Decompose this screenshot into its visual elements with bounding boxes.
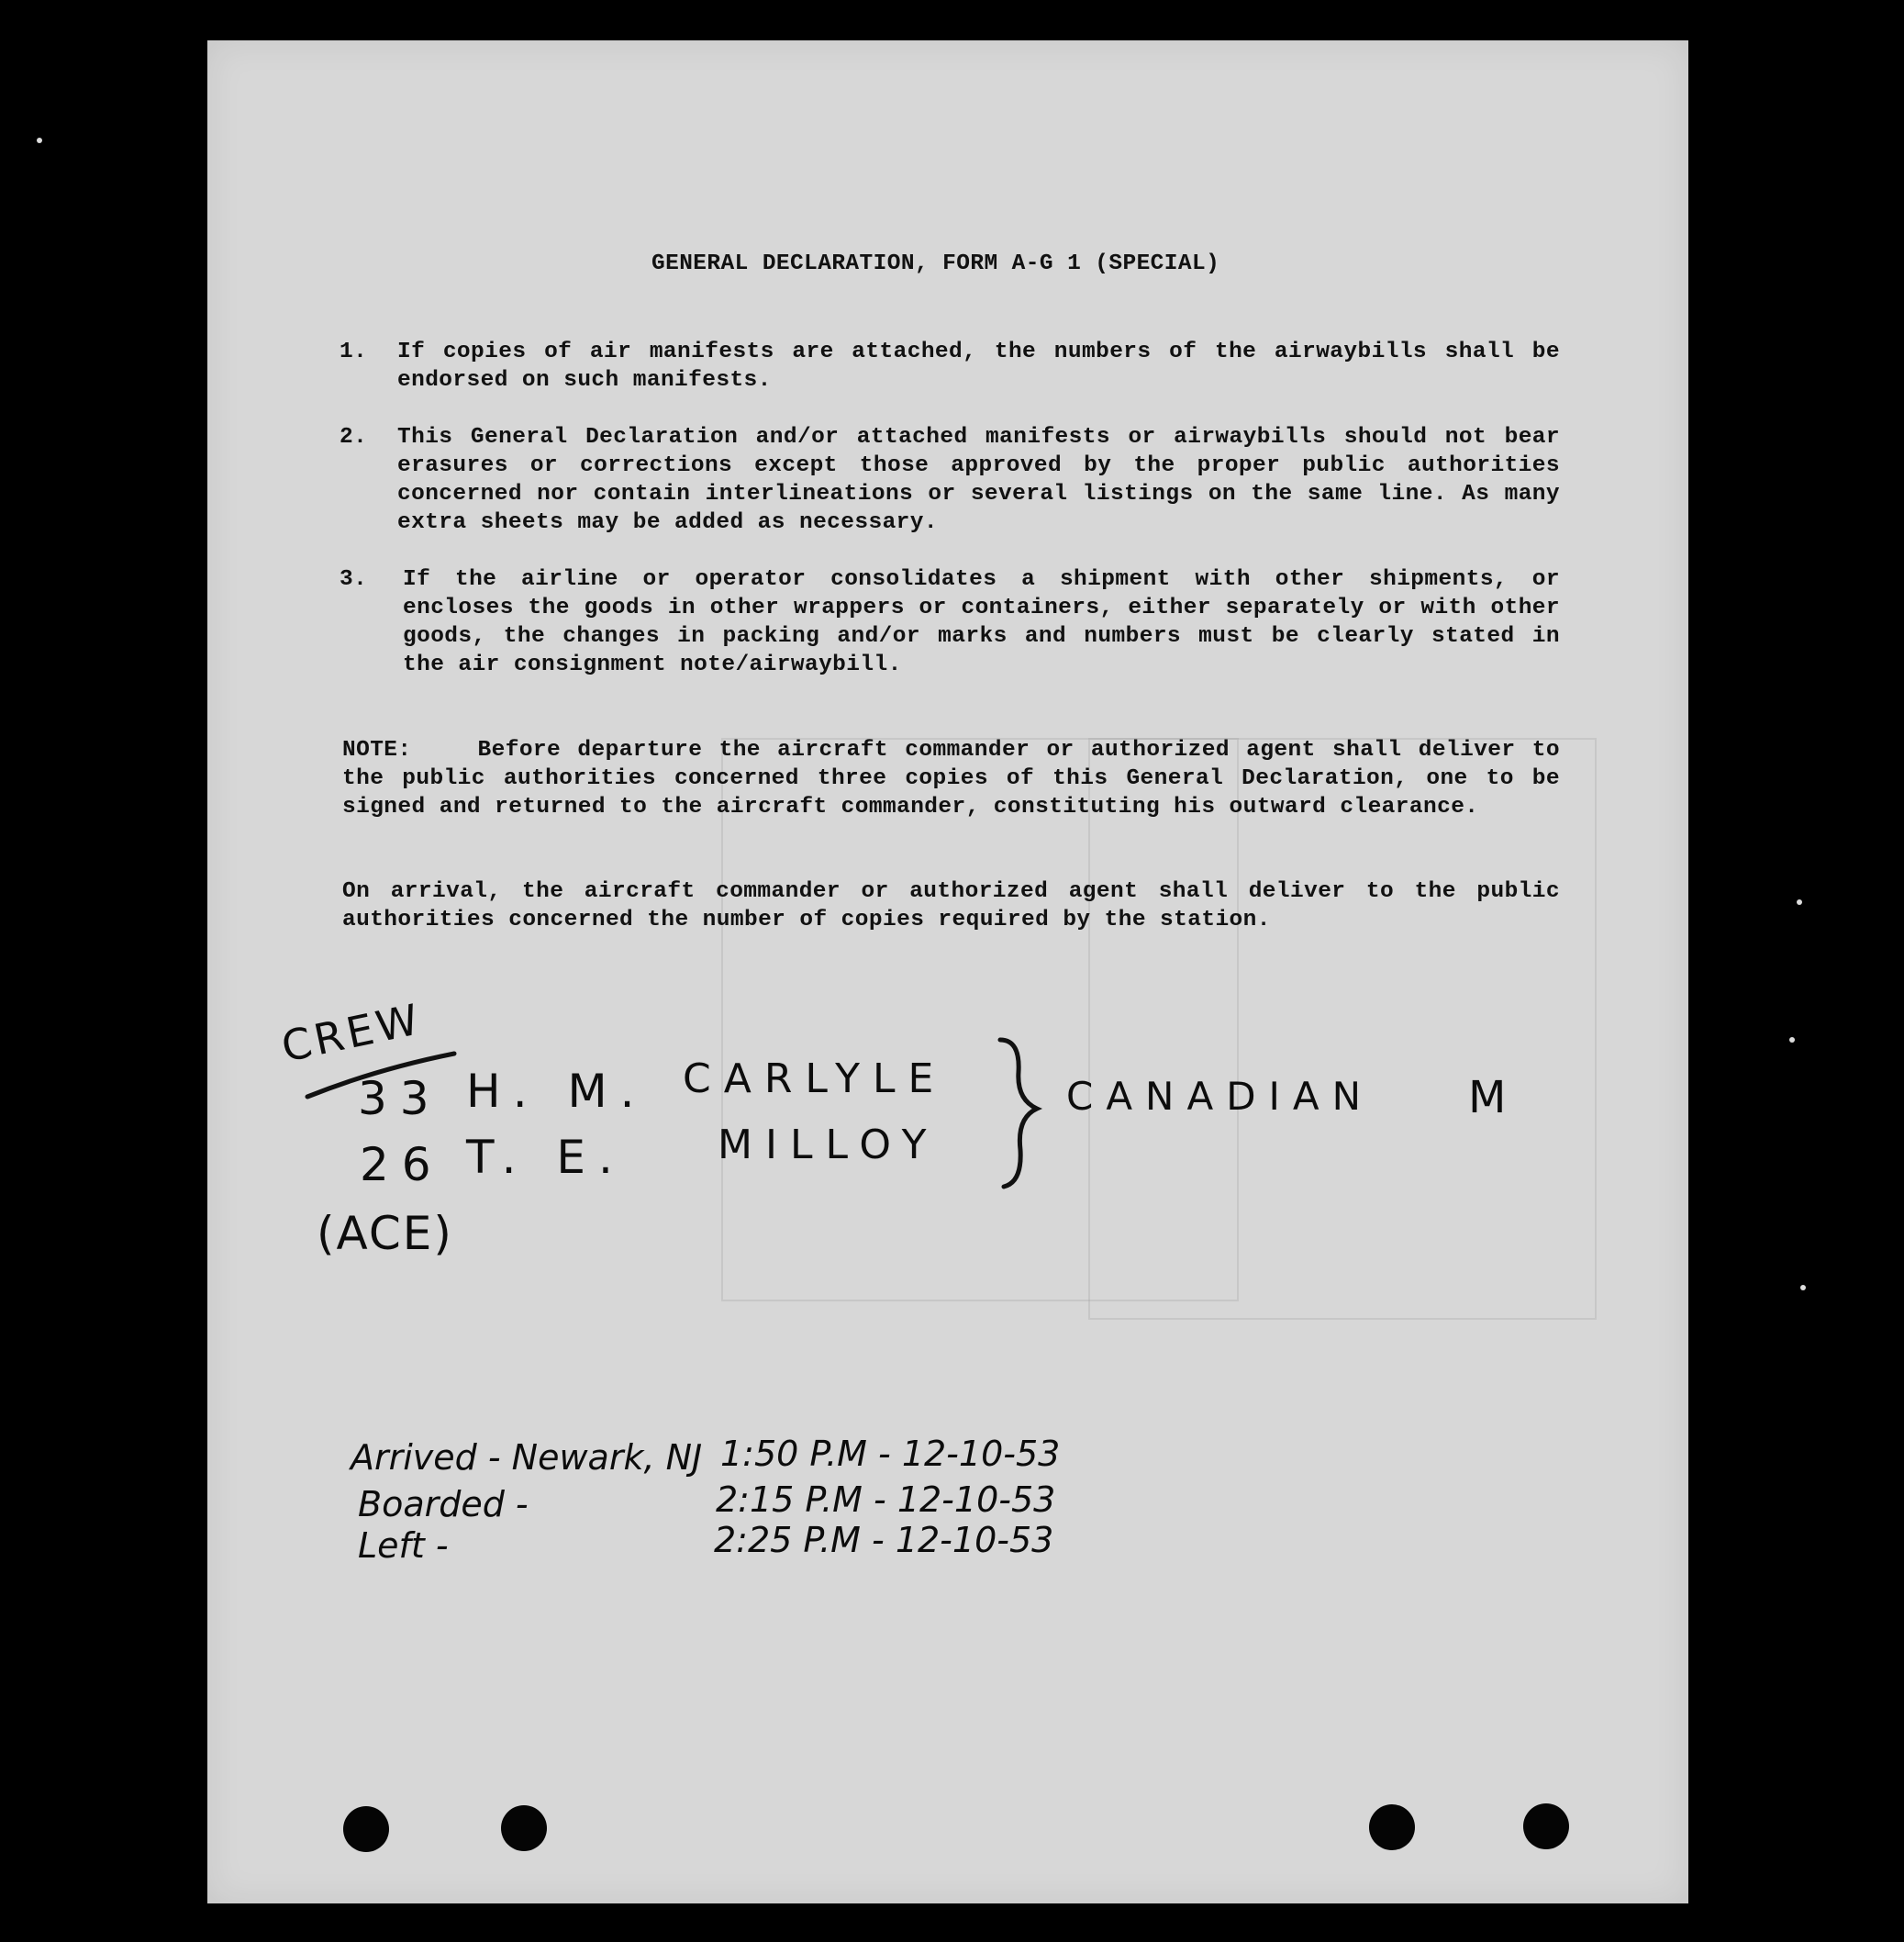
document-sheet [207, 40, 1688, 1903]
crew-row [358, 1072, 442, 1125]
instruction-item-3 [340, 565, 1560, 679]
crew-sex: M [1468, 1072, 1520, 1123]
arrival-paragraph: On arrival, the aircraft commander or authorized agent shall deliver to the public authorities concerned the number of copies required by the station. [342, 879, 1560, 932]
crew-surname: MILLOY [718, 1122, 940, 1168]
note-paragraph [342, 736, 1560, 821]
punch-hole [343, 1806, 389, 1852]
bleed-through-box [1088, 738, 1597, 1320]
item-number: 2. [340, 425, 368, 450]
ace-note: (ACE) [317, 1207, 453, 1260]
crew-initials: T. E. [466, 1131, 626, 1184]
punch-hole [1523, 1803, 1569, 1849]
item-text: If copies of air manifests are attached, the numbers of the airwaybills shall be endorsed on such manifests. [397, 340, 1560, 393]
log-label: Boarded - [358, 1484, 529, 1524]
crew-brace [993, 1035, 1048, 1191]
crew-surname: CARLYLE [683, 1055, 947, 1102]
instruction-item-2 [340, 423, 1560, 537]
item-text: If the airline or operator consolidates a shipment with other shipments, or encloses the goods in other wrappers or containers, either separately or with other goods, the changes in packing and/or marks and numbers must be clearly stated in the air consignment note/airwaybill. [403, 567, 1560, 677]
log-label: Arrived - Newark, NJ [351, 1437, 703, 1478]
item-number: 3. [340, 567, 368, 592]
note-text: Before departure the aircraft commander or authorized agent shall deliver to the public authorities concerned three copies of this General Declaration, one to be signed and returned to the aircraft commander, constituting his outward clearance. [342, 738, 1560, 820]
scan-speck [1789, 1037, 1795, 1043]
crew-label: CREW [277, 993, 427, 1072]
scan-speck [1797, 899, 1802, 905]
crew-age: 33 [358, 1072, 442, 1125]
scan-speck [1800, 1285, 1806, 1290]
item-number: 1. [340, 340, 368, 364]
log-time: 2:25 P.M - 12-10-53 [714, 1520, 1054, 1560]
crew-initials: H. M. [466, 1065, 648, 1118]
punch-hole [1369, 1804, 1415, 1850]
log-label: Left - [358, 1525, 449, 1566]
log-time: 2:15 P.M - 12-10-53 [716, 1479, 1056, 1520]
note-label: NOTE: [342, 738, 412, 763]
crew-age: 26 [360, 1138, 444, 1191]
scan-speck [37, 138, 42, 143]
item-text: This General Declaration and/or attached manifests or airwaybills should not bear erasures or corrections except those approved by the proper public authorities concerned nor contain interlineations or several listings on the same line. As many extra sheets may be added as necessary. [397, 425, 1560, 535]
log-time: 1:50 P.M - 12-10-53 [720, 1434, 1061, 1474]
instruction-item-1 [340, 338, 1560, 395]
crew-nationality: CANADIAN [1066, 1074, 1375, 1119]
form-title: GENERAL DECLARATION, FORM A-G 1 (SPECIAL) [651, 251, 1220, 276]
punch-hole [501, 1805, 547, 1851]
